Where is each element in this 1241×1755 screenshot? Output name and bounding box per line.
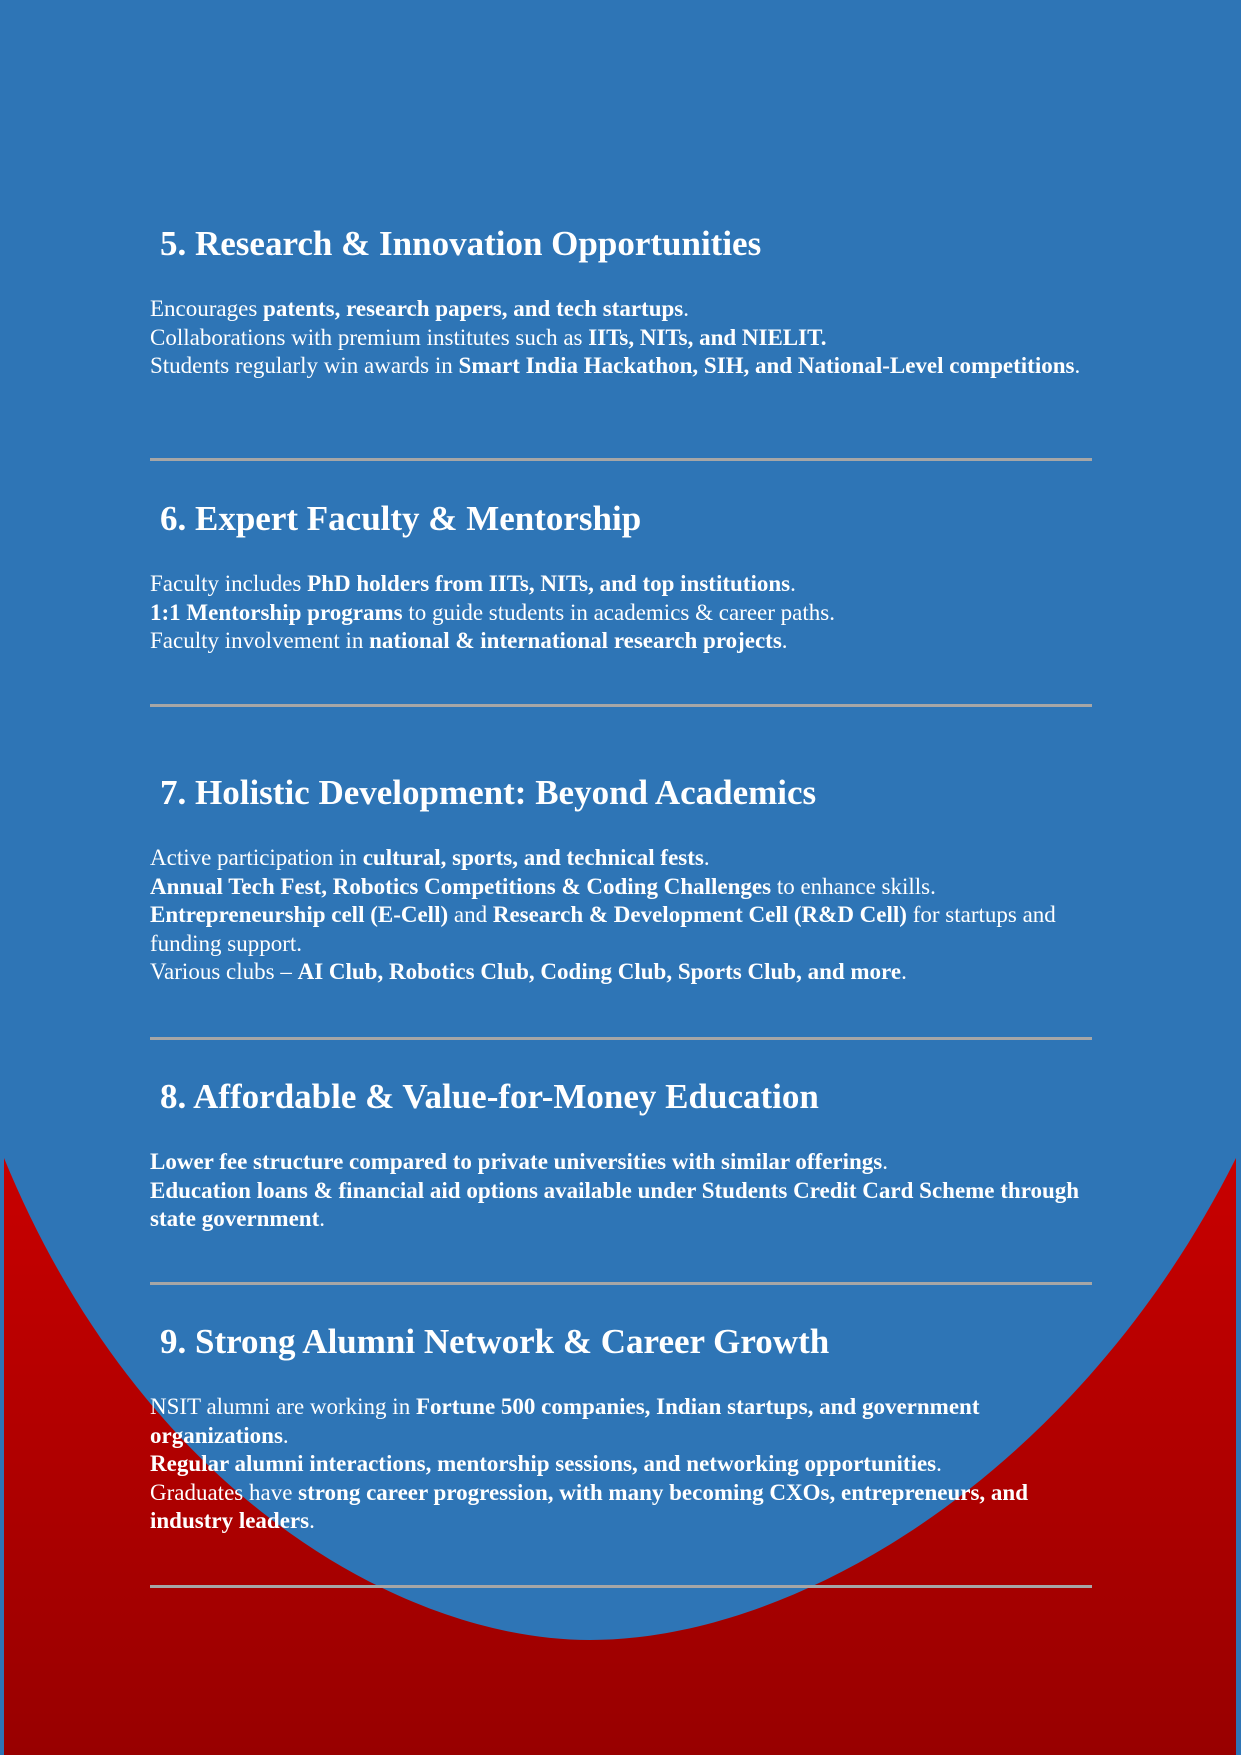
divider [150, 458, 1092, 461]
divider [150, 1037, 1092, 1040]
bullet-item [150, 958, 1092, 987]
bullet-item [150, 1148, 1092, 1177]
bullet-list [150, 844, 1092, 987]
section-title: 5. Research & Innovation Opportunities [160, 224, 762, 263]
text: Active participation in [150, 845, 363, 870]
bullet-list [150, 1393, 1092, 1536]
bullet-item [150, 901, 1092, 958]
text: . [936, 1451, 942, 1476]
text: Faculty includes [150, 571, 308, 596]
section-affordable [150, 1075, 1092, 1234]
divider [150, 1282, 1092, 1285]
text: . [1074, 353, 1081, 378]
bold-text: Research & Development Cell (R&D Cell) [492, 902, 907, 927]
text: . [282, 1422, 289, 1448]
bold-text: Education loans & financial aid options available under Students Credit Card Scheme through state government [150, 1177, 1080, 1231]
section-heading [150, 771, 1092, 818]
text: . [703, 845, 710, 870]
bullet-item [150, 873, 1092, 902]
bold-text: patents, research papers, and tech startups [263, 296, 684, 321]
section-title: 6. Expert Faculty & Mentorship [160, 499, 642, 538]
bold-text: Lower fee structure compared to private universities with similar offerings [150, 1149, 883, 1174]
bullet-list [150, 1148, 1092, 1234]
bullet-list [150, 570, 1092, 656]
bullet-item [150, 844, 1092, 873]
text: and [448, 902, 493, 927]
section-heading [150, 1075, 1092, 1122]
bullet-item [150, 570, 1092, 599]
divider [150, 1585, 1092, 1588]
section-title: 8. Affordable & Value-for-Money Education [160, 1077, 819, 1116]
bold-text: Entrepreneurship cell (E-Cell) [150, 902, 449, 927]
bullet-item [150, 324, 1092, 353]
bold-text: Smart India Hackathon, SIH, and National-Level competitions [458, 353, 1075, 378]
text: Faculty involvement in [150, 628, 370, 653]
text: . [309, 1508, 315, 1533]
section-heading [150, 1320, 1092, 1367]
text: . [790, 571, 796, 596]
section-alumni [150, 1320, 1092, 1536]
text: Graduates have [150, 1479, 299, 1505]
bold-text: strong career progression, with many becoming CXOs, entrepreneurs, and industry leaders [150, 1479, 1028, 1533]
section-faculty [150, 497, 1092, 656]
section-heading [150, 497, 1092, 544]
section-title: 9. Strong Alumni Network & Career Growth [160, 1322, 830, 1361]
text: . [319, 1206, 326, 1231]
bold-text: IITs, NITs, and NIELIT. [588, 324, 827, 350]
bullet-item [150, 352, 1092, 381]
text: . [901, 959, 907, 984]
text: . [882, 1149, 888, 1174]
bullet-item [150, 1393, 1092, 1450]
section-research [150, 222, 1092, 381]
bold-text: cultural, sports, and technical fests [362, 845, 704, 870]
bullet-item [150, 627, 1092, 656]
text: Various clubs – [150, 959, 298, 984]
bold-text: PhD holders from IITs, NITs, and top institutions [307, 571, 791, 596]
text: to enhance skills. [771, 873, 936, 899]
text: Collaborations with premium institutes such as [150, 324, 589, 350]
bold-text: Regular alumni interactions, mentorship sessions, and networking opportunities [150, 1451, 937, 1476]
bold-text: Annual Tech Fest, Robotics Competitions & Coding Challenges [150, 873, 772, 899]
bold-text: national & international research projects [369, 628, 782, 653]
text: to guide students in academics & career paths. [402, 599, 835, 625]
bold-text: AI Club, Robotics Club, Coding Club, Sports Club, and more [297, 959, 902, 984]
divider [150, 704, 1092, 707]
text: . [781, 628, 788, 653]
bullet-item [150, 1450, 1092, 1479]
bullet-item [150, 1177, 1092, 1234]
text: NSIT alumni are working in [150, 1394, 416, 1419]
bullet-item [150, 295, 1092, 324]
bullet-list [150, 295, 1092, 381]
text: Students regularly win awards in [150, 353, 459, 378]
section-holistic [150, 771, 1092, 987]
section-heading [150, 222, 1092, 269]
text: for startups and funding support. [150, 902, 1056, 956]
text: . [683, 296, 689, 321]
bold-text: Fortune 500 companies, Indian startups, and government organizations [150, 1394, 980, 1448]
bullet-item [150, 1479, 1092, 1536]
bullet-item [150, 599, 1092, 628]
text: Encourages [150, 296, 264, 321]
bold-text: 1:1 Mentorship programs [150, 599, 403, 625]
section-title: 7. Holistic Development: Beyond Academics [160, 773, 817, 812]
